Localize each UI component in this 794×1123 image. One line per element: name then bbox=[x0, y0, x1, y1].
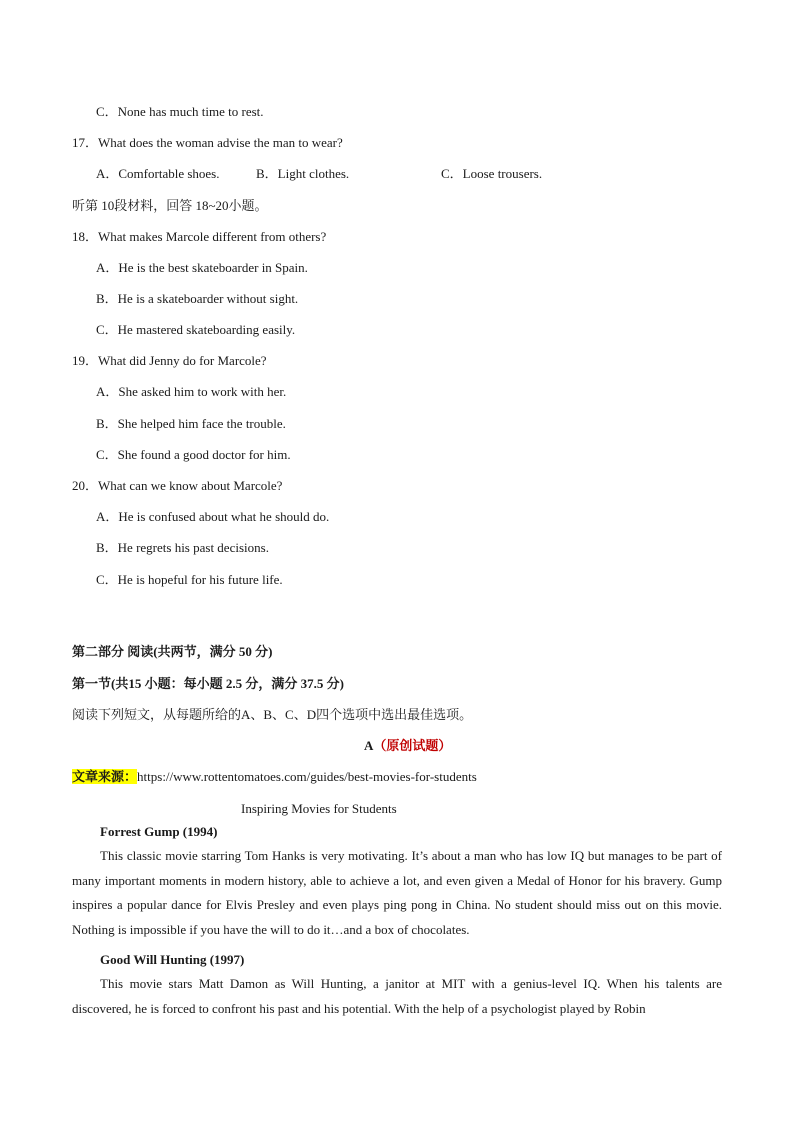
q18-option-b: B．He is a skateboarder without sight. bbox=[96, 291, 299, 306]
part2-heading: 第二部分 阅读(共两节，满分 50 分) bbox=[72, 644, 273, 659]
source-line bbox=[72, 768, 477, 786]
passage-label bbox=[364, 737, 451, 755]
passage-note: （原创试题） bbox=[373, 738, 452, 753]
q17-option-b: B．Light clothes. bbox=[256, 166, 350, 181]
q18-option-c: C．He mastered skateboarding easily. bbox=[96, 322, 296, 337]
q18-option-a: A．He is the best skateboarder in Spain. bbox=[96, 260, 308, 275]
q19-stem: 19．What did Jenny do for Marcole? bbox=[72, 353, 267, 368]
q20-stem: 20．What can we know about Marcole? bbox=[72, 478, 283, 493]
q18-stem: 18．What makes Marcole different from others? bbox=[72, 229, 327, 244]
q20-option-a: A．He is confused about what he should do. bbox=[96, 509, 330, 524]
q19-option-c: C．She found a good doctor for him. bbox=[96, 447, 291, 462]
q19-option-b: B．She helped him face the trouble. bbox=[96, 416, 286, 431]
instructions: 阅读下列短文，从每题所给的A、B、C、D四个选项中选出最佳选项。 bbox=[72, 707, 473, 722]
q17-option-a: A．Comfortable shoes. bbox=[96, 166, 220, 181]
source-url: https://www.rottentomatoes.com/guides/best-movies-for-students bbox=[137, 769, 477, 784]
q16-option-c: C．None has much time to rest. bbox=[96, 104, 264, 119]
section1-heading: 第一节(共15 小题：每小题 2.5 分，满分 37.5 分) bbox=[72, 676, 344, 691]
q20-option-c: C．He is hopeful for his future life. bbox=[96, 572, 283, 587]
article-title: Inspiring Movies for Students bbox=[241, 801, 397, 816]
passage-letter: A bbox=[364, 738, 374, 753]
q19-option-a: A．She asked him to work with her. bbox=[96, 384, 287, 399]
q17-stem: 17．What does the woman advise the man to wear? bbox=[72, 135, 343, 150]
movie2-paragraph: This movie stars Matt Damon as Will Hunting, a janitor at MIT with a genius-level IQ. When his talents are discovered, he is forced to confront his past and his potential. With the help of a psychologist played by Robin bbox=[72, 976, 722, 1016]
movie1-title: Forrest Gump (1994) bbox=[100, 824, 218, 839]
movie2-title: Good Will Hunting (1997) bbox=[100, 952, 245, 967]
source-label: 文章来源： bbox=[72, 769, 138, 784]
q17-option-c: C．Loose trousers. bbox=[441, 166, 543, 181]
movie1-paragraph: This classic movie starring Tom Hanks is very motivating. It’s about a man who has low IQ but manages to be part of many important moments in modern history, able to achieve a lot, and even given a Medal of Honor for his bravery. Gump inspires a popular dance for Elvis Presley and even plays ping pong in China. No student should miss out on this movie. Nothing is impossible if you have the will to do it…and a box of chocolates. bbox=[72, 848, 722, 937]
q20-option-b: B．He regrets his past decisions. bbox=[96, 540, 269, 555]
section10-intro: 听第 10段材料，回答 18~20小题。 bbox=[72, 198, 268, 213]
